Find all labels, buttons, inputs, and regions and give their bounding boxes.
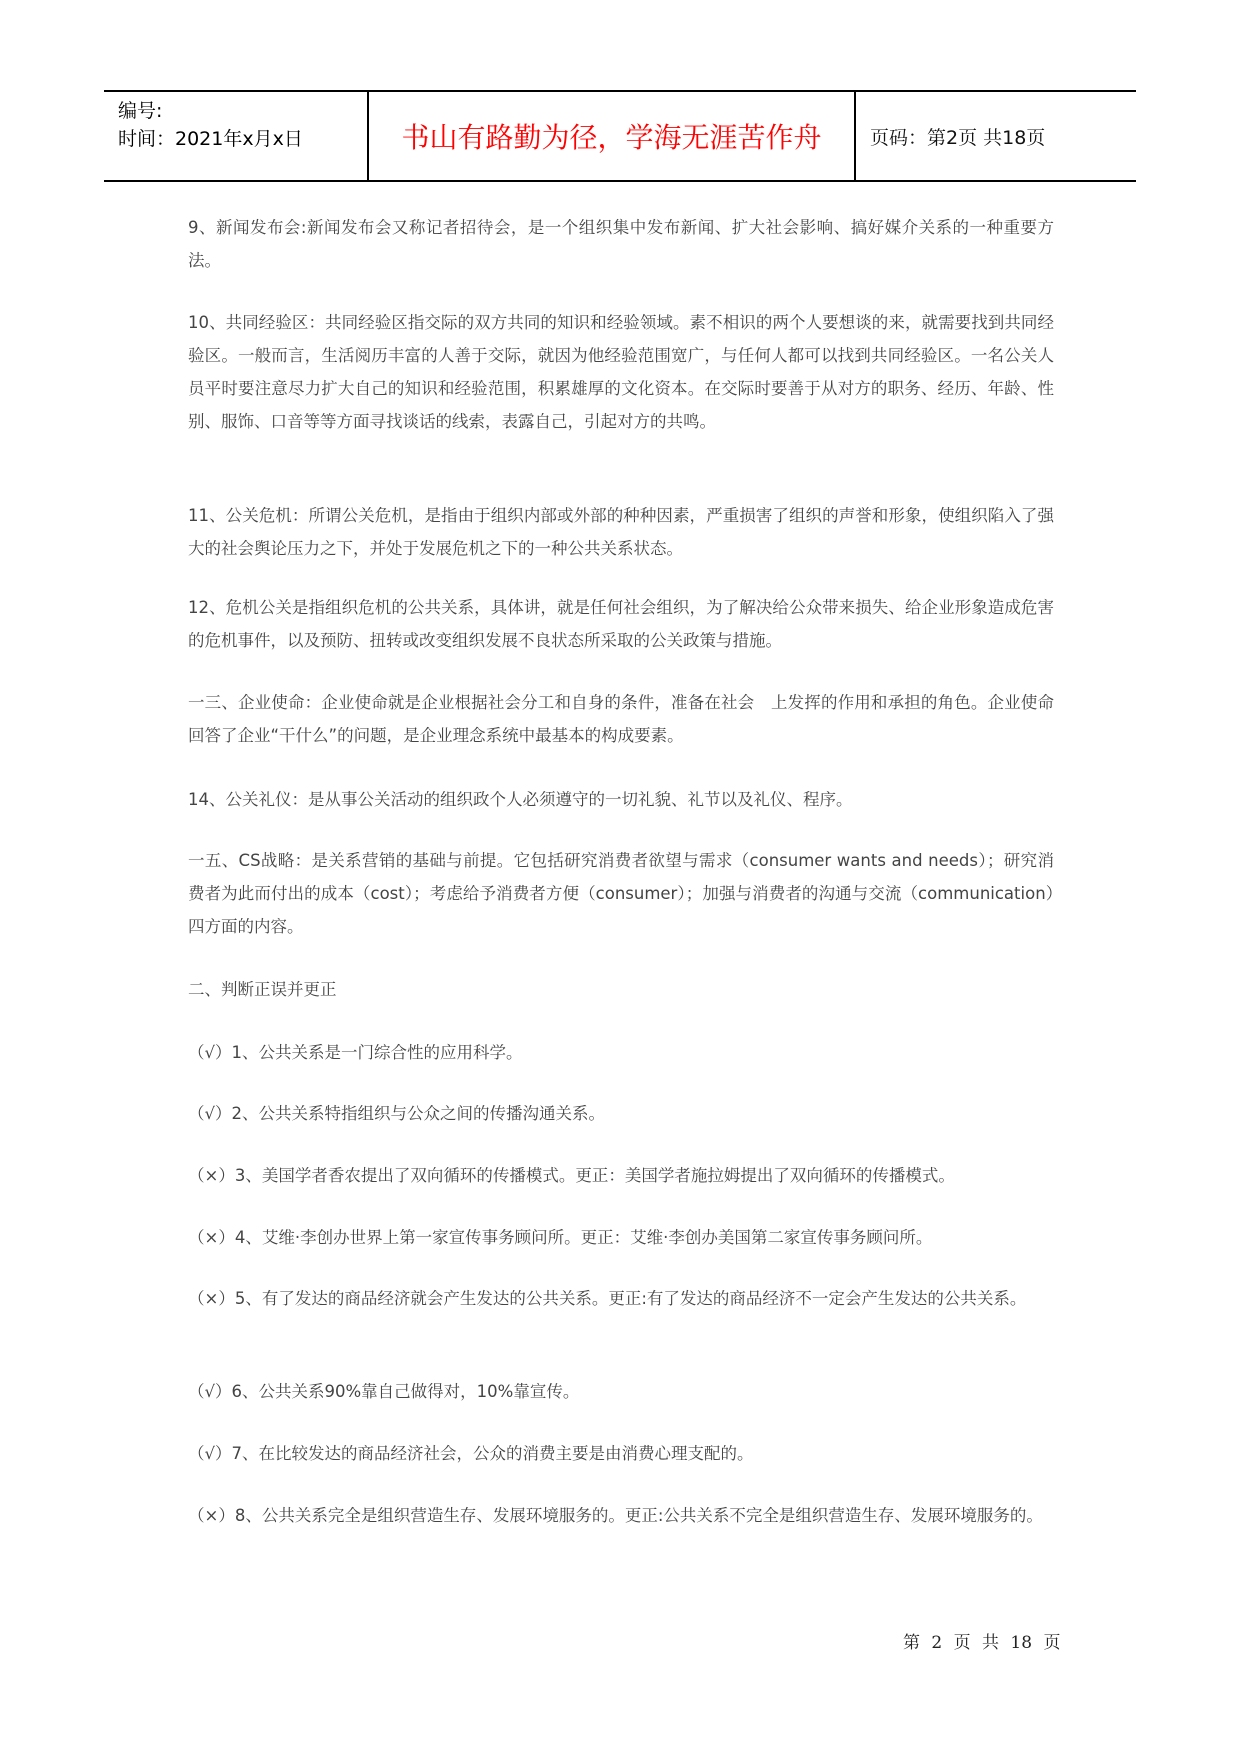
- paragraph-9: 9、新闻发布会:新闻发布会又称记者招待会，是一个组织集中发布新闻、扩大社会影响、搞好媒介关系的一种重要方法。: [188, 218, 1054, 270]
- motto: 书山有路勤为径，学海无涯苦作舟: [401, 121, 822, 154]
- judgement-item-7: （√）7、在比较发达的商品经济社会，公众的消费主要是由消费心理支配的。: [188, 1444, 754, 1463]
- header-right-cell: [856, 92, 1136, 180]
- date-label: 时间：2021年x月x日: [118, 128, 303, 150]
- section-heading: 二、判断正误并更正: [188, 980, 337, 999]
- judgement-item-2: （√）2、公共关系特指组织与公众之间的传播沟通关系。: [188, 1104, 606, 1123]
- paragraph-15: 一五、CS战略：是关系营销的基础与前提。它包括研究消费者欲望与需求（consumer wants and needs）；研究消费者为此而付出的成本（cost）；考虑给予消费者方便（consumer）；加强与消费者的沟通与交流（communication）四方面的内容。: [188, 851, 1054, 936]
- judgement-item-8: （×）8、公共关系完全是组织营造生存、发展环境服务的。更正:公共关系不完全是组织营造生存、发展环境服务的。: [188, 1506, 1043, 1525]
- header-middle-cell: [369, 92, 856, 180]
- paragraph-14: 14、公关礼仪：是从事公关活动的组织政个人必须遵守的一切礼貌、礼节以及礼仪、程序。: [188, 790, 853, 809]
- paragraph-12: 12、危机公关是指组织危机的公共关系，具体讲，就是任何社会组织，为了解决给公众带来损失、给企业形象造成危害的危机事件，以及预防、扭转或改变组织发展不良状态所采取的公关政策与措施。: [188, 598, 1054, 650]
- document-number-label: 编号:: [118, 100, 163, 122]
- paragraph-10: 10、共同经验区：共同经验区指交际的双方共同的知识和经验领域。素不相识的两个人要想谈的来，就需要找到共同经验区。一般而言，生活阅历丰富的人善于交际，就因为他经验范围宽广，与任何人都可以找到共同经验区。一名公关人员平时要注意尽力扩大自己的知识和经验范围，积累雄厚的文化资本。在交际时要善于从对方的职务、经历、年龄、性别、服饰、口音等等方面寻找谈话的线索，表露自己，引起对方的共鸣。: [188, 313, 1054, 431]
- judgement-item-4: （×）4、艾维·李创办世界上第一家宣传事务顾问所。更正：艾维·李创办美国第二家宣传事务顾问所。: [188, 1228, 933, 1247]
- header-left-cell: [104, 92, 369, 180]
- paragraph-13: 一三、企业使命：企业使命就是企业根据社会分工和自身的条件，准备在社会 上发挥的作用和承担的角色。企业使命回答了企业“干什么”的问题，是企业理念系统中最基本的构成要素。: [188, 693, 1054, 745]
- judgement-item-1: （√）1、公共关系是一门综合性的应用科学。: [188, 1043, 523, 1062]
- judgement-item-6: （√）6、公共关系90%靠自己做得对，10%靠宣传。: [188, 1382, 580, 1401]
- paragraph-11: 11、公关危机：所谓公关危机，是指由于组织内部或外部的种种因素，严重损害了组织的声誉和形象，使组织陷入了强大的社会舆论压力之下，并处于发展危机之下的一种公共关系状态。: [188, 506, 1054, 558]
- header-page-info: 页码：第2页 共18页: [870, 126, 1046, 149]
- judgement-item-3: （×）3、美国学者香农提出了双向循环的传播模式。更正：美国学者施拉姆提出了双向循环的传播模式。: [188, 1166, 955, 1185]
- page-header: [104, 90, 1136, 182]
- page-footer: 第 2 页 共 18 页: [903, 1633, 1061, 1653]
- judgement-item-5: （×）5、有了发达的商品经济就会产生发达的公共关系。更正:有了发达的商品经济不一定会产生发达的公共关系。: [188, 1289, 1027, 1308]
